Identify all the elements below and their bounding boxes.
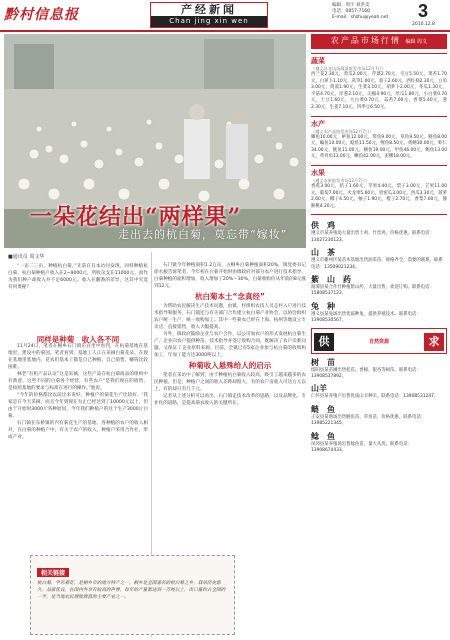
- ad-text: 湄潭县某合作社种植紫山药，大量出售，欢迎订购。联系电话：15808537123。: [311, 284, 434, 297]
- lead-subheadline: 走出去的杭白菊，莫忘带“嫁妆”: [118, 228, 288, 241]
- ad-heading: 山 茶: [311, 248, 335, 258]
- article-column-1: [8, 336, 148, 441]
- ad-text: 遵义市某养殖场大量出售土鸡、竹丝鸡，价格优惠。联系电话：13027230123。: [311, 231, 434, 243]
- market-group-aquatic: [311, 116, 447, 161]
- article-paragraph: 11月24日，笔者在桐乡石门镇东宫坐中看到，在杭菊基地在基地里，建设中的菊园，笔者看到，基地工人正在采摘白菊花朵。在现在基地里基地内，花农们基本上都是自己种植、自己销售，赚钱比较困难。: [8, 344, 148, 370]
- article-paragraph: 记者从上述分析可以看出，石门镇走技术改革的思路，以及品牌化、专业化的道路，是提高菊农收入的关键所在。: [154, 394, 306, 406]
- article-paragraph: “今年的价格都比以前比来说好。种植户的菊花生产比较好，‘我家是在今天采摘，而且今年到现在为止已经达到了10000元以上，但由于开始时3000斤各种原因，今年我们种植户的这个生产3000斤白菊。: [8, 393, 148, 419]
- market-title-bar: [311, 34, 447, 49]
- ad-text: 凤冈县某养殖场出售鲶鱼苗，量大从优。联系电话：13908674433。: [311, 441, 412, 453]
- section-pinyin: Chan jing xin wen: [151, 16, 267, 27]
- market-group-prices: 鲫鱼10.00元，鲈鱼12.00元，带鱼9.00元，草鱼9.50元，鲢鱼8.00元，鳊鱼10.00元，鲶鱼11.50元，鲤鱼8.50元，黄鳝30.00元，虾仁34.00元，鱿鱼11.00元，鳝鱼19.00元，甲鱼46.00元，鲍鱼13.00元，黄骨鱼13.00元，鳜鱼42.00元，泥鳅18.00元。: [311, 134, 447, 160]
- section-heading: 种菊收入悬殊给人的启示: [188, 361, 272, 370]
- byline: ■通讯员 周文华: [8, 254, 45, 260]
- meta-line: E-mail：shzhu@yeah.net: [332, 15, 389, 20]
- section-title-box: [150, 2, 268, 28]
- market-editor: 编辑 周文: [405, 39, 428, 45]
- market-group-name: 水产: [311, 119, 325, 128]
- supply-label: 供: [314, 333, 334, 351]
- section-heading: 同样是种菊 收入各不同: [36, 335, 120, 344]
- meta-line: 电话：0857-7160: [332, 9, 371, 14]
- related-link-text: 杭白菊，学名菊花，是桐乡市的地方特产之一。桐乡是全国著名的杭白菊之乡，栽培历史悠久，品质优良，在国内外享有较高的声誉，每年的产量都达到一万吨以上，出口量约占全国的一半，是当地农民增收致富的主要产业之一。: [37, 581, 226, 600]
- supply-demand-banner: [311, 328, 447, 354]
- market-group-prices: 西兰花2.30元，黄瓜2.00元，芹菜2.70元，毛豆5.50元，菜苔1.70元，白萝卜1.10元，莴笋1.00元，茄子2.60元，西红柿2.30元，豆角3.00元，茼蒿1.90元，生菜3.10元，胡萝卜2.00元，冬瓜1.30元，平菇4.70元，洋葱2.10元，尖椒4.90元，丝瓜1.80元，小白菜0.70元，土豆1.60元，大白菜0.70元，蒜苔7.00元，香菜5.40元，葱2.30元，生姜7.10元，四季豆6.50元。: [311, 72, 447, 110]
- market-group-note: （遵义水果批发市场12月7日）: [311, 177, 370, 183]
- classified-ads: [311, 214, 447, 454]
- banner-caption: 自然资源: [368, 338, 389, 345]
- page-number: 3: [418, 1, 429, 21]
- ad-heading: 树 苗: [311, 357, 335, 367]
- market-group-note: （遵义水产品批发市场12月7日）: [311, 128, 374, 134]
- intro-paragraph: [8, 263, 148, 291]
- article-paragraph: 石门镇今年种植面积1.2万亩，占桐乡白菊种植面积20%，镇党委书记徐水根告诉笔者，今年初在白菊开始时由镇政府对部分农户进行技术指导，白菊种植的面积增加，收入增加了20%～30%，白菊收购价从年前的8元涨到12元。: [154, 263, 306, 289]
- ad-text: 遵义市播州区某苗木基地出售油茶苗，规格齐全，需要的联系。联系电话：13509021234。: [311, 258, 443, 270]
- page-date: 2010.12.8: [412, 22, 435, 27]
- article-paragraph: 另外，镇政府鼓励企业与农户合作，以公司加农户的形式发展杭白菊生产，企业向农户提供种苗、技术指导并签订收购合同，既解决了农户卖难问题，又保证了企业原料来源。目前，全镇已有5家企业参与杭白菊的收购和加工，年加工能力达3000吨以上。: [154, 332, 306, 358]
- ad-heading: 鲶 鱼: [311, 431, 335, 441]
- demand-label: 求: [424, 333, 444, 351]
- article-paragraph: 林老”有机产品认证”这是采摘，这些产品在杭白菊商品的组织中有新意，这些不同的白菊各个经营，有些农户“是我们现在的销售，是按照基地的要求与标准在进行的操作。”他说。: [8, 372, 148, 391]
- ad-heading: 山羊: [311, 384, 327, 394]
- article-paragraph: 笔者在采访中了解到，由于种植杭白菊收入较高，吸引了越来越多的农民种植。但是，种植户之间的收入差距却很大，有的农户亩收入可达万元以上，有的却只有几千元。: [154, 373, 306, 392]
- lead-headline: 一朵花结出“两样果”: [30, 204, 242, 230]
- market-column: [311, 34, 447, 454]
- related-link-box: [30, 555, 235, 635]
- ad-text: 正安县某渔场出售鲢鱼苗、草鱼苗，价格优惠。联系电话：13985221345。: [311, 414, 426, 427]
- related-link-title: 相关链接: [37, 568, 69, 577]
- ad-heading: 鲢 鱼: [311, 404, 335, 414]
- market-group-name: 水果: [311, 168, 325, 177]
- market-group-note: （遵义县龙坑场蔬菜批发市场12月7日）: [311, 66, 386, 71]
- section-title: 产经新闻: [181, 3, 237, 16]
- header-rule: [0, 30, 450, 32]
- market-group-fruit: [311, 165, 447, 210]
- ad-text: 绥阳县某苗圃出售桂花、香樟、银杏等树苗。联系电话：13908537892。: [311, 367, 421, 379]
- market-group-prices: 香蕉3.00元，桔子1.60元，苹果4.40元，梨子3.00元，芒果11.00元，葡萄7.00元，火龙果5.60元，哈密瓜3.00元，西瓜3.30元，菠萝2.60元，椰子4.50元，柚子1.90元，橙子2.70元，香梨7.00元，猕猴桃4.20元。: [311, 183, 447, 209]
- ad-heading: 紫 山 药: [311, 274, 351, 284]
- ad-text: 遵义县某兔场出售优质种兔，提供养殖技术。联系电话：13908530567。: [311, 311, 421, 324]
- market-title: 农产品市场行情: [330, 36, 401, 45]
- masthead-logo: 黔村信息报: [4, 7, 79, 23]
- article-paragraph: 石门镇在东桥镇的内有菊花生产的基地，各种植的农户的收入相对，在白菊的种植户中，有关于农户的收入，种植户采用合作社，形成产业。: [8, 421, 148, 440]
- market-group-vegetables: [311, 53, 447, 112]
- article-paragraph: 为帮助农民解决生产技术问题，由镇、村组织农技人员走村入户进行技术指导和服务，石门镇还与有关部门合作建立杭白菊产业协会，以协会组织农户统一生产，统一收购加工。其中一些菊农已经在上海、杭州等地设立专卖店，直接销售，收入大幅提高。: [154, 304, 306, 330]
- ad-heading: 供 鸡: [311, 221, 335, 231]
- meta-line: 编辑：周宇 刘洪美: [332, 3, 370, 8]
- intro-text: “一亩二三亩，种植杭白菊。”先前在日本访问发现，同样种植杭白菊，杭白菊种植户收入在2~9000元，所收杂支在11000元。而作为我们种户却收入并不足6000元。收入在翻番的差异，这其中究竟有何奥秘？: [8, 264, 148, 290]
- market-group-name: 蔬菜: [311, 57, 325, 65]
- section-heading: 杭白菊本土“念真经”: [195, 292, 265, 301]
- ad-text: 仁怀县某养殖户出售优质山羊种羊。联系电话：13908531247。: [311, 394, 439, 400]
- ad-heading: 兔 种: [311, 301, 335, 311]
- article-column-2: [154, 262, 306, 407]
- editor-meta: [332, 3, 412, 21]
